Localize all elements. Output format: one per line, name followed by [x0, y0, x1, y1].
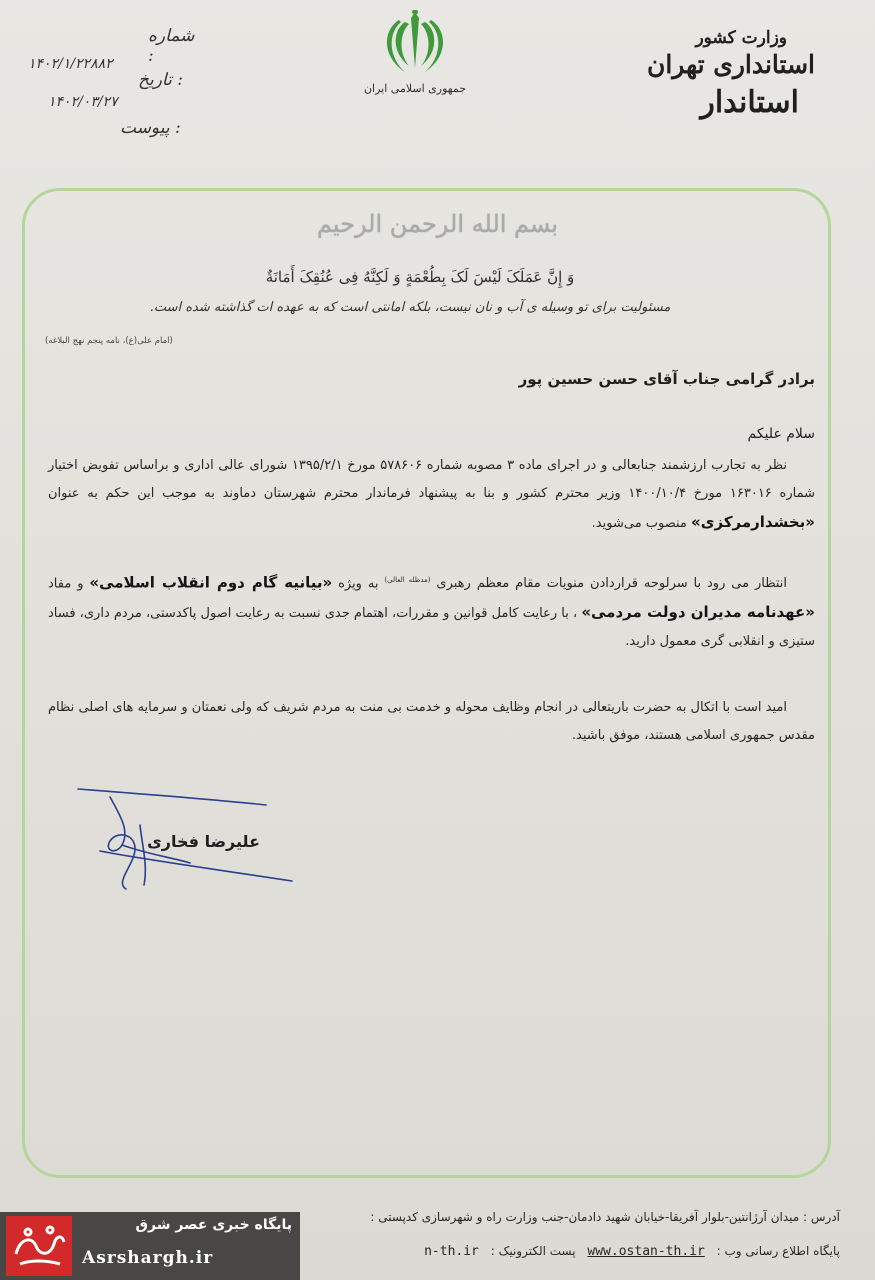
- paragraph-expectations: [48, 566, 815, 656]
- national-emblem: [335, 8, 495, 108]
- paragraph-text: و مفاد: [48, 576, 84, 592]
- signer-name: علیرضا فخاری: [147, 832, 260, 851]
- date-label: تاریخ :: [138, 70, 183, 90]
- attachment-label: پیوست :: [120, 118, 181, 138]
- watermark-site: Asrshargh.ir: [82, 1248, 214, 1268]
- paragraph-appointment: [48, 452, 815, 538]
- addressee: برادر گرامی جناب آقای حسن حسین پور: [518, 370, 815, 388]
- second-step-statement: «بیانیه گام دوم انقلاب اسلامی»: [89, 573, 333, 592]
- paragraph-text: به ویژه: [338, 576, 379, 592]
- letterhead-organization: [595, 28, 815, 120]
- honorific-superscript: (مدظله العالی): [384, 576, 431, 584]
- paragraph-text: امید است با اتکال به حضرت باریتعالی در انجام وظایف محوله و خدمت بی منت به مردم شریف که ولی نعمتان و سرمایه های اصلی نظام مقدس جمهوری اسلامی هستند، موفق باشید.: [48, 700, 815, 743]
- footer-contact: [220, 1244, 840, 1259]
- paragraph-text: انتظار می رود با سرلوحه قراردادن منویات مقام معظم رهبری: [436, 576, 788, 592]
- greeting: سلام علیکم: [747, 426, 815, 442]
- number-label: شماره :: [148, 26, 195, 66]
- persian-translation: مسئولیت برای تو وسیله ی آب و نان نیست، بلکه امانتی است که به عهده ات گذاشته شده است.: [149, 300, 671, 315]
- number-value: ۱۴۰۲/۱/۲۲۸۸۲: [28, 56, 113, 72]
- address-text: آدرس : میدان آرژانتین-بلوار آفریقا-خیابان شهید دادمان-جنب وزارت راه و شهرسازی کدپستی :: [370, 1210, 840, 1224]
- paragraph-text: نظر به تجارب ارزشمند جنابعالی و در اجرای ماده ۳ مصوبه شماره ۵۷۸۶۰۶ مورخ ۱۳۹۵/۲/۱ شورای عالی اداری و براساس تفویض اختیار شماره ۱۶۳۰۱۶ مورخ ۱۴۰۰/۱۰/۴ وزیر محترم کشور و بنا به پیشنهاد فرماندار محترم شهرستان دماوند به موجب این حکم به عنوان: [48, 458, 815, 501]
- quote-source: (امام علی(ع)، نامه پنجم نهج البلاغه): [45, 336, 173, 346]
- asrsharq-logo-icon: [6, 1216, 72, 1276]
- website-link[interactable]: www.ostan-th.ir: [587, 1244, 705, 1259]
- emblem-caption: جمهوری اسلامی ایران: [363, 82, 467, 95]
- arabic-quote: وَ إِنَّ عَمَلَکَ لَیْسَ لَکَ بِطُعْمَةٍ وَ لَکِنَّهُ فِی عُنُقِکَ أَمَانَةٌ: [265, 268, 575, 286]
- governorate-name: استانداری تهران: [646, 50, 815, 79]
- website-label: پایگاه اطلاع رسانی وب :: [716, 1244, 840, 1258]
- paragraph-text: منصوب می‌شوید.: [591, 516, 687, 531]
- date-value: ۱۴۰۲/۰۳/۲۷: [48, 94, 118, 110]
- iran-emblem-icon: [375, 8, 455, 78]
- managers-covenant: «عهدنامه مدیران دولت مردمی»: [581, 603, 815, 622]
- watermark-title: پایگاه خبری عصر شرق: [135, 1217, 292, 1233]
- paragraph-closing: [48, 694, 815, 750]
- footer-address: [220, 1210, 840, 1224]
- news-watermark: [0, 1212, 300, 1280]
- paragraph-text: ، با رعایت کامل قوانین و مقررات، اهتمام جدی نسبت به رعایت اصول پاکدستی، مردم داری، فساد ستیزی و انقلابی گری معمول دارید.: [47, 606, 815, 650]
- letter-reference-block: [20, 26, 195, 146]
- email-label: پست الکترونیک :: [490, 1244, 576, 1258]
- bismillah-calligraphy: بسم الله الرحمن الرحیم: [316, 210, 559, 238]
- office-title: استاندار: [700, 85, 799, 120]
- appointment-title: «بخشدارمرکزی»: [691, 513, 815, 531]
- ministry-name: وزارت کشور: [695, 28, 787, 48]
- email-partial: n-th.ir: [424, 1244, 479, 1259]
